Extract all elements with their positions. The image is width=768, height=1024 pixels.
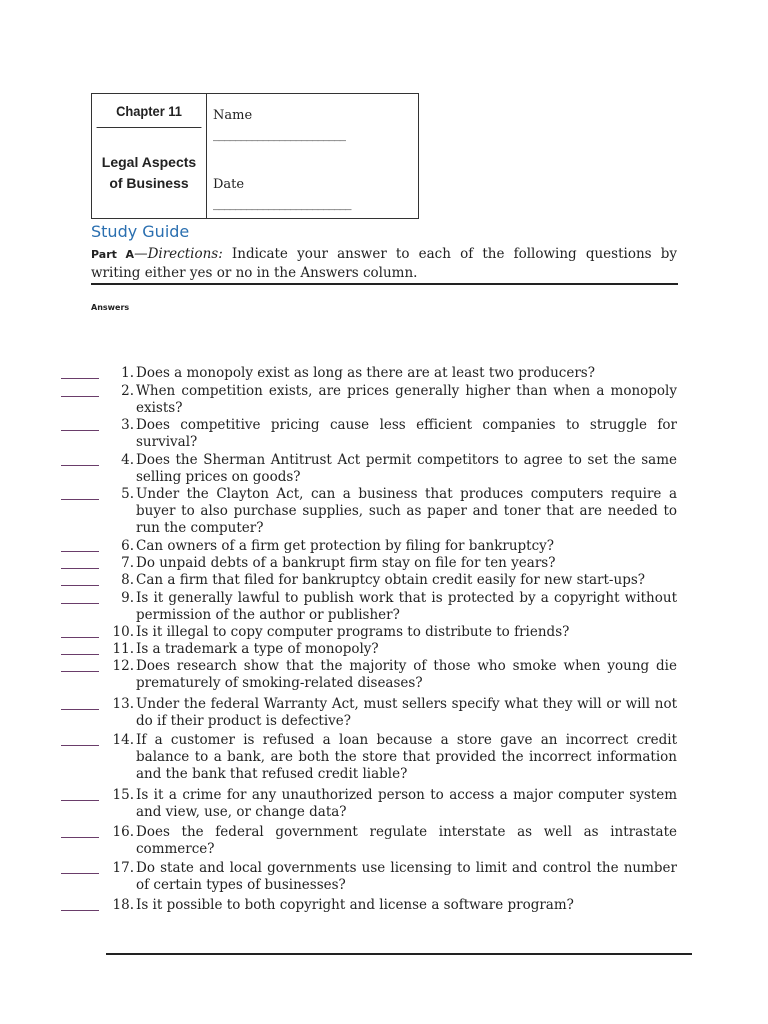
answer-blank[interactable]: [61, 585, 99, 586]
answer-blank[interactable]: [61, 910, 99, 911]
answer-blank[interactable]: [61, 430, 99, 431]
question-text: Under the federal Warranty Act, must sellers specify what they will or will not do if their product is defective?: [136, 696, 677, 729]
question-number: 17.: [112, 860, 134, 876]
question-text: Is it illegal to copy computer programs to distribute to friends?: [136, 624, 570, 640]
question-item: [0, 486, 768, 537]
answer-blank[interactable]: [61, 637, 99, 638]
question-number: 15.: [112, 787, 134, 803]
part-label: Part A: [91, 248, 135, 261]
question-text: Is it generally lawful to publish work that is protected by a copyright without permission of the author or publisher?: [136, 590, 677, 623]
question-number: 13.: [112, 696, 134, 712]
question-item: [0, 555, 768, 572]
question-item: [0, 624, 768, 641]
answer-blank[interactable]: [61, 671, 99, 672]
question-item: [0, 365, 768, 382]
question-text: Do state and local governments use licensing to limit and control the number of certain types of businesses?: [136, 860, 677, 893]
question-number: 8.: [121, 572, 134, 588]
answers-heading: Answers: [91, 303, 130, 312]
chapter-number: Chapter 11: [97, 94, 202, 128]
question-text: Is a trademark a type of monopoly?: [136, 641, 379, 657]
question-item: [0, 897, 768, 914]
directions-text: Indicate your answer to each of the following questions by writing either yes or no in the Answers column.: [91, 246, 678, 281]
question-text: Can a firm that filed for bankruptcy obtain credit easily for new start-ups?: [136, 572, 645, 588]
question-text: Does the federal government regulate interstate as well as intrastate commerce?: [136, 824, 677, 857]
name-label: Name: [213, 108, 253, 123]
question-number: 2.: [121, 383, 134, 399]
answer-blank[interactable]: [61, 568, 99, 569]
chapter-column: [92, 94, 207, 218]
answer-blank[interactable]: [61, 378, 99, 379]
answer-blank[interactable]: [61, 745, 99, 746]
question-number: 3.: [121, 417, 134, 433]
question-number: 9.: [121, 590, 134, 606]
question-number: 18.: [112, 897, 134, 913]
question-text: Do unpaid debts of a bankrupt firm stay on file for ten years?: [136, 555, 556, 571]
answer-blank[interactable]: [61, 551, 99, 552]
question-item: [0, 590, 768, 624]
directions-divider: [91, 283, 678, 285]
answer-blank[interactable]: [61, 396, 99, 397]
directions: [91, 245, 677, 283]
date-label: Date: [213, 177, 245, 192]
question-number: 6.: [121, 538, 134, 554]
question-item: [0, 787, 768, 821]
question-number: 5.: [121, 486, 134, 502]
directions-dash: —: [134, 246, 148, 262]
answer-blank[interactable]: [61, 603, 99, 604]
answer-blank[interactable]: [61, 465, 99, 466]
question-text: Does the Sherman Antitrust Act permit competitors to agree to set the same selling prices on goods?: [136, 452, 677, 485]
question-item: [0, 824, 768, 858]
answer-blank[interactable]: [61, 837, 99, 838]
question-text: When competition exists, are prices generally higher than when a monopoly exists?: [136, 383, 677, 416]
question-item: [0, 538, 768, 555]
question-text: Does research show that the majority of those who smoke when young die prematurely of smoking-related diseases?: [136, 658, 677, 691]
question-text: Does competitive pricing cause less efficient companies to struggle for survival?: [136, 417, 677, 450]
question-text: Is it a crime for any unauthorized person to access a major computer system and view, use, or change data?: [136, 787, 677, 820]
chapter-header-box: [91, 93, 419, 219]
question-item: [0, 696, 768, 730]
question-text: Is it possible to both copyright and license a software program?: [136, 897, 574, 913]
question-text: Under the Clayton Act, can a business that produces computers require a buyer to also purchase supplies, such as paper and toner that are needed to run the computer?: [136, 486, 677, 536]
student-info: [207, 94, 418, 218]
question-number: 1.: [121, 365, 134, 381]
answer-blank[interactable]: [61, 709, 99, 710]
question-number: 14.: [112, 732, 134, 748]
question-item: [0, 572, 768, 589]
question-number: 7.: [121, 555, 134, 571]
question-number: 11.: [112, 641, 134, 657]
bottom-divider: [106, 953, 692, 955]
question-item: [0, 732, 768, 783]
question-item: [0, 452, 768, 486]
directions-label: Directions:: [147, 246, 223, 262]
question-item: [0, 383, 768, 417]
question-text: Does a monopoly exist as long as there are at least two producers?: [136, 365, 595, 381]
answer-blank[interactable]: [61, 654, 99, 655]
date-field[interactable]: _________________________: [213, 196, 351, 211]
answer-blank[interactable]: [61, 800, 99, 801]
question-text: Can owners of a firm get protection by filing for bankruptcy?: [136, 538, 555, 554]
question-number: 12.: [112, 658, 134, 674]
question-text: If a customer is refused a loan because a store gave an incorrect credit balance to a bank, are both the store that provided the incorrect information and the bank that refused credit liable?: [136, 732, 677, 782]
question-item: [0, 658, 768, 692]
chapter-subject: Legal Aspects of Business: [101, 154, 197, 191]
study-guide-title: Study Guide: [91, 222, 190, 241]
question-item: [0, 417, 768, 451]
answer-blank[interactable]: [61, 499, 99, 500]
question-item: [0, 641, 768, 658]
name-field[interactable]: ________________________: [213, 127, 345, 142]
question-item: [0, 860, 768, 894]
answer-blank[interactable]: [61, 873, 99, 874]
question-number: 4.: [121, 452, 134, 468]
question-number: 16.: [112, 824, 134, 840]
question-number: 10.: [112, 624, 134, 640]
